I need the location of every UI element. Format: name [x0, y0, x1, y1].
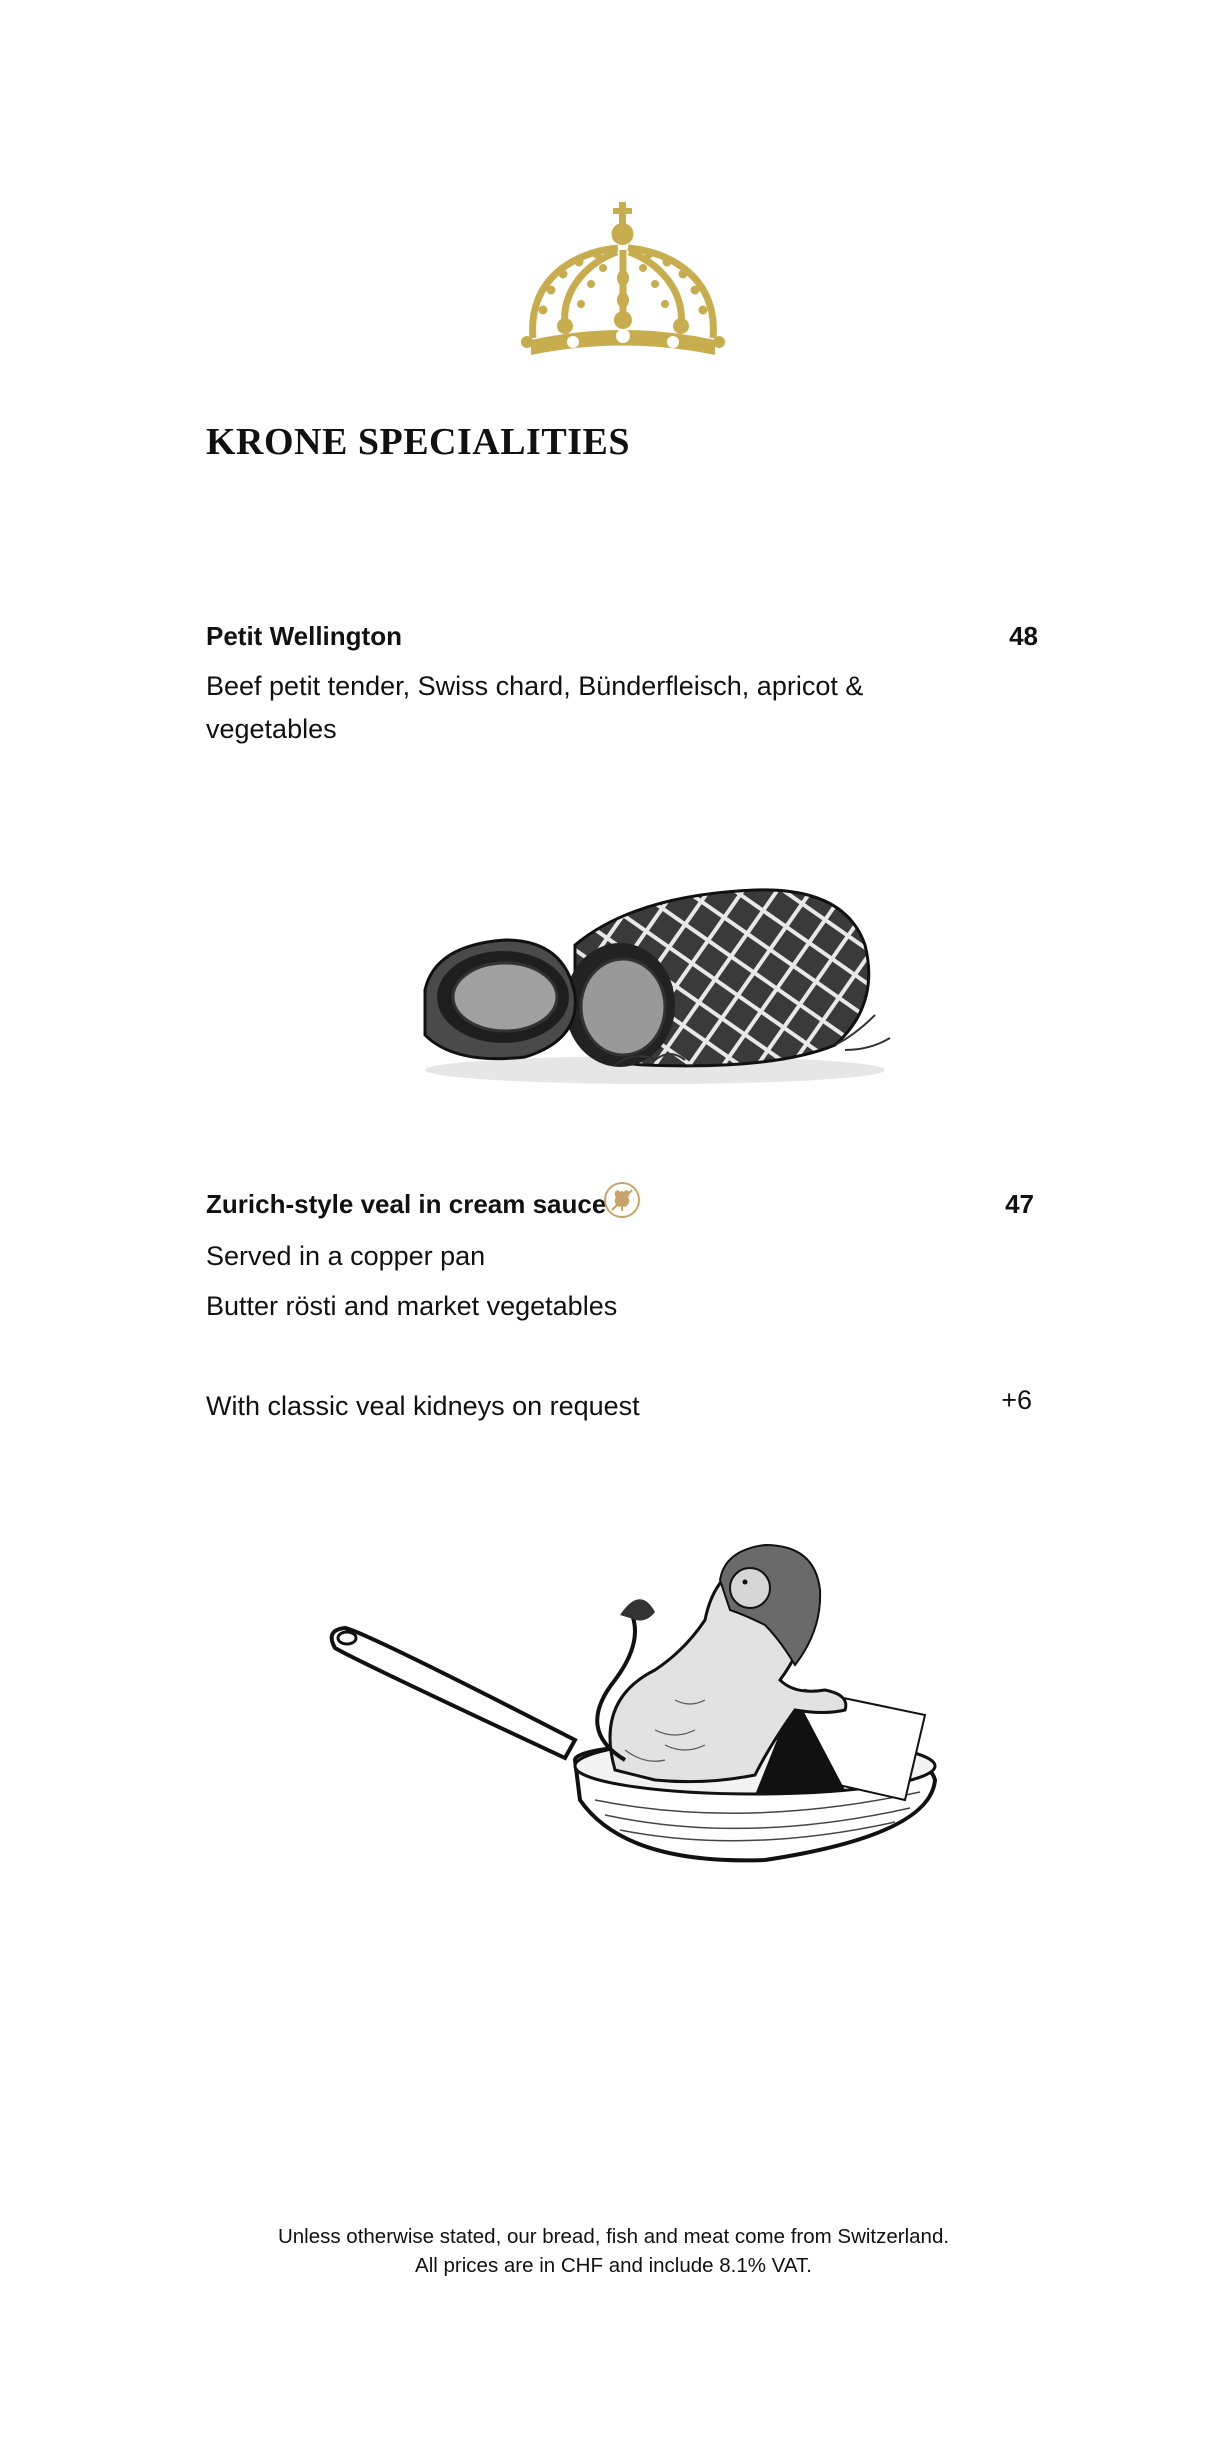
dish-description-line: Served in a copper pan [206, 1241, 486, 1271]
gluten-free-icon [603, 1181, 641, 1219]
dish-description-line: vegetables [206, 714, 337, 744]
dish-price: 48 [1009, 621, 1038, 651]
section-title: KRONE SPECIALITIES [206, 421, 630, 463]
dish-name: Petit Wellington [206, 621, 402, 651]
footer-origin-note: Unless otherwise stated, our bread, fish and meat come from Switzerland. [277, 2225, 950, 2248]
beef-wellington-illustration [395, 875, 905, 1095]
footer-price-note: All prices are in CHF and include 8.1% VAT. [415, 2254, 812, 2277]
crown-icon [513, 200, 733, 365]
dish-description-line: Butter rösti and market vegetables [206, 1291, 618, 1321]
lion-in-pan-illustration [325, 1530, 945, 1875]
dish-price: 47 [1005, 1189, 1034, 1219]
dish-name: Zurich-style veal in cream sauce [206, 1189, 607, 1219]
dish-description-line: Beef petit tender, Swiss chard, Bünderfleisch, apricot & [206, 671, 864, 701]
extra-option-label: With classic veal kidneys on request [206, 1391, 640, 1421]
extra-option-price: +6 [1001, 1385, 1032, 1415]
